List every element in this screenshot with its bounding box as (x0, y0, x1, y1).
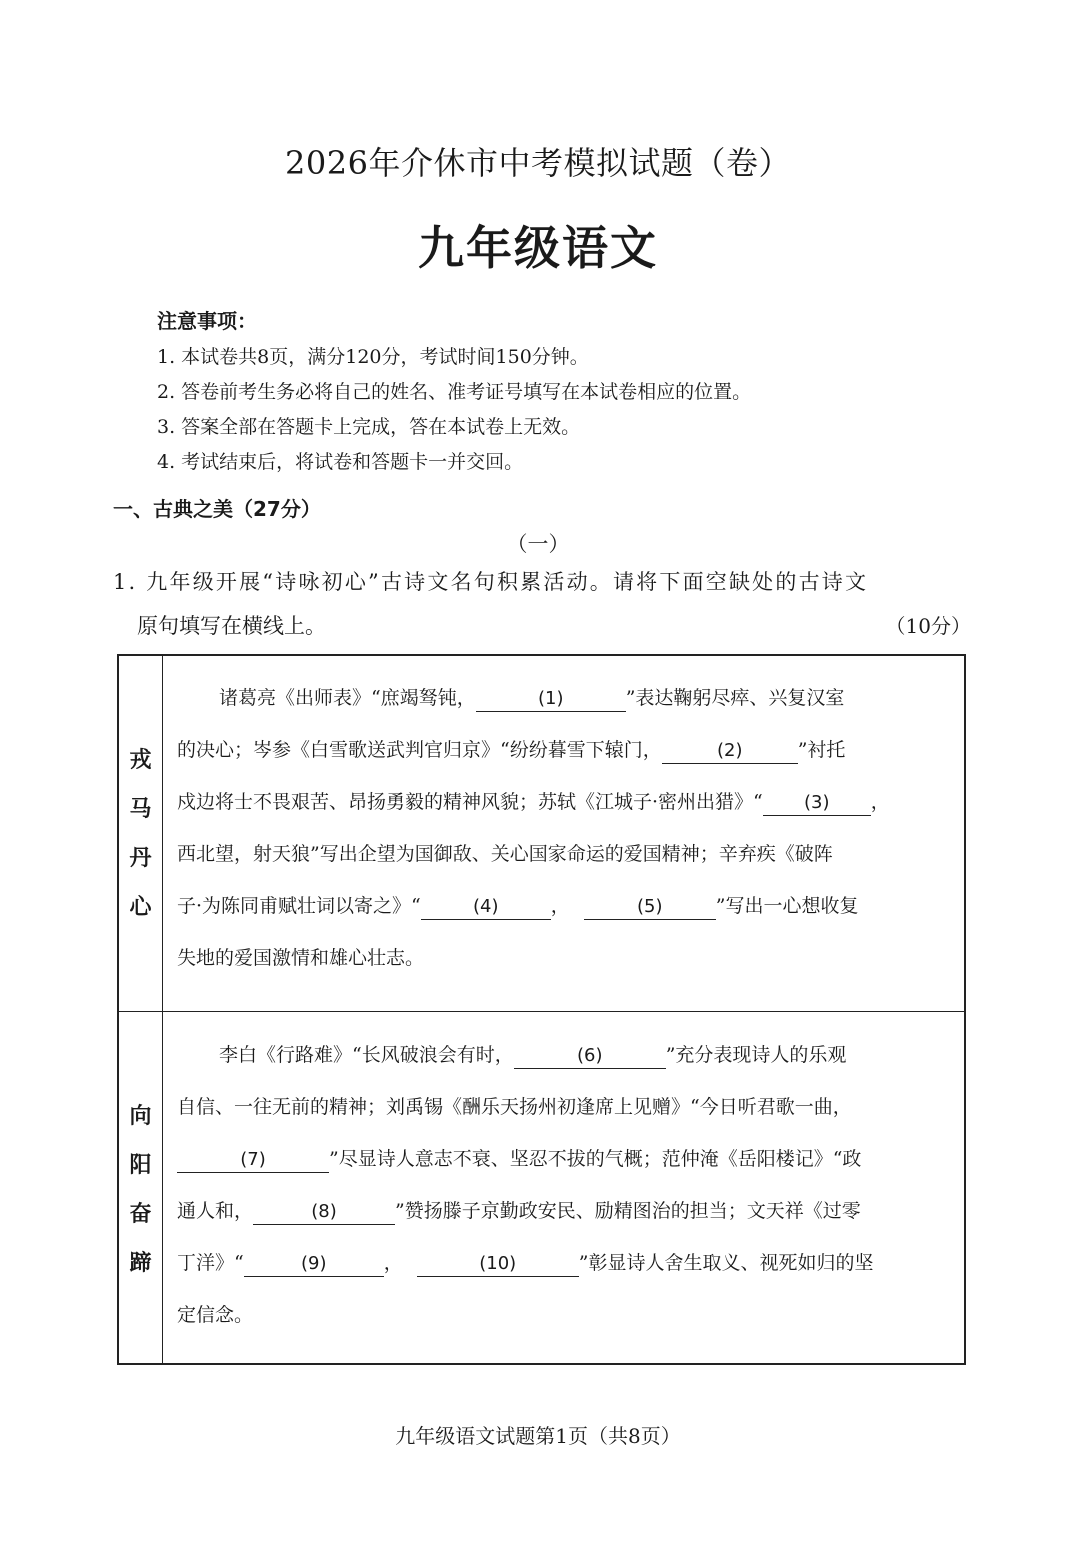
side-char: 心 (129, 895, 152, 920)
side-char: 奋 (129, 1202, 152, 1227)
text-line: 西北望，射天狼”写出企望为国御敌、关心国家命运的爱国精神；辛弃疾《破阵 (177, 843, 833, 865)
text-line: 自信、一往无前的精神；刘禹锡《酬乐天扬州初逢席上见赠》“今日听君歌一曲， (177, 1096, 852, 1118)
table-divider-horizontal (119, 1011, 964, 1012)
blank-7[interactable]: (7) (177, 1148, 329, 1173)
blank-5[interactable]: (5) (584, 895, 716, 920)
text-segment: ， (550, 895, 570, 917)
row1-side-label (119, 736, 162, 932)
blank-2[interactable]: (2) (662, 739, 798, 764)
blank-3[interactable]: (3) (763, 791, 871, 816)
side-char: 阳 (129, 1153, 152, 1178)
text-segment: ”表达鞠躬尽瘁、兴复汉室 (625, 687, 845, 709)
text-segment: 戍边将士不畏艰苦、昂扬勇毅的精神风貌；苏轼《江城子·密州出猎》“ (177, 791, 763, 813)
text-segment: 丁洋》“ (177, 1252, 244, 1274)
side-char: 蹄 (129, 1251, 152, 1276)
notice-list (157, 340, 751, 480)
text-segment: ”写出一心想收复 (715, 895, 859, 917)
question-text-line2: 原句填写在横线上。 (137, 614, 326, 638)
notice-item: 4. 考试结束后，将试卷和答题卡一并交回。 (157, 451, 524, 473)
blank-4[interactable]: (4) (421, 895, 551, 920)
question-text-line1: 1. 九年级开展“诗咏初心”古诗文名句积累活动。请将下面空缺处的古诗文 (113, 570, 869, 594)
blank-6[interactable]: (6) (514, 1044, 666, 1069)
side-char: 戎 (129, 748, 152, 773)
subject-title: 九年级语文 (418, 221, 658, 275)
question-score: （10分） (885, 614, 971, 638)
row1-text (177, 672, 957, 984)
text-segment: 子·为陈同甫赋壮词以寄之》“ (177, 895, 421, 917)
notice-item: 2. 答卷前考生务必将自己的姓名、准考证号填写在本试卷相应的位置。 (157, 381, 752, 403)
notice-item: 3. 答案全部在答题卡上完成，答在本试卷上无效。 (157, 416, 581, 438)
page-footer: 九年级语文试题第1页（共8页） (395, 1424, 681, 1448)
text-segment: ”尽显诗人意志不衰、坚忍不拔的气概；范仲淹《岳阳楼记》“政 (329, 1148, 862, 1170)
blank-8[interactable]: (8) (253, 1200, 395, 1225)
blank-1[interactable]: (1) (476, 687, 626, 712)
notice-heading: 注意事项： (157, 309, 257, 333)
text-segment: 诸葛亮《出师表》“庶竭驽钝， (219, 687, 476, 709)
exam-title: 2026年介休市中考模拟试题（卷） (285, 144, 791, 182)
blank-10[interactable]: (10) (417, 1252, 579, 1277)
poetry-table (117, 654, 966, 1365)
text-line: 定信念。 (177, 1304, 254, 1326)
table-divider-vertical (162, 656, 163, 1363)
text-segment: 的决心；岑参《白雪歌送武判官归京》“纷纷暮雪下辕门， (177, 739, 662, 761)
section-heading: 一、古典之美（27分） (113, 497, 321, 521)
side-char: 丹 (129, 846, 152, 871)
text-segment: ， (383, 1252, 403, 1274)
blank-9[interactable]: (9) (244, 1252, 384, 1277)
side-char: 马 (129, 797, 152, 822)
side-char: 向 (129, 1104, 152, 1129)
row2-text (177, 1029, 957, 1341)
text-segment: ， (870, 791, 890, 813)
text-segment: ”赞扬滕子京勤政安民、励精图治的担当；文天祥《过零 (395, 1200, 861, 1222)
notice-item: 1. 本试卷共8页，满分120分，考试时间150分钟。 (157, 346, 589, 368)
part-heading: （一） (506, 532, 570, 556)
text-segment: 通人和， (177, 1200, 254, 1222)
text-segment: ”充分表现诗人的乐观 (665, 1044, 847, 1066)
text-line: 失地的爱国激情和雄心壮志。 (177, 947, 425, 969)
row2-side-label (119, 1092, 162, 1288)
text-segment: 李白《行路难》“长风破浪会有时， (219, 1044, 514, 1066)
text-segment: ”彰显诗人舍生取义、视死如归的坚 (578, 1252, 874, 1274)
text-segment: ”衬托 (797, 739, 846, 761)
